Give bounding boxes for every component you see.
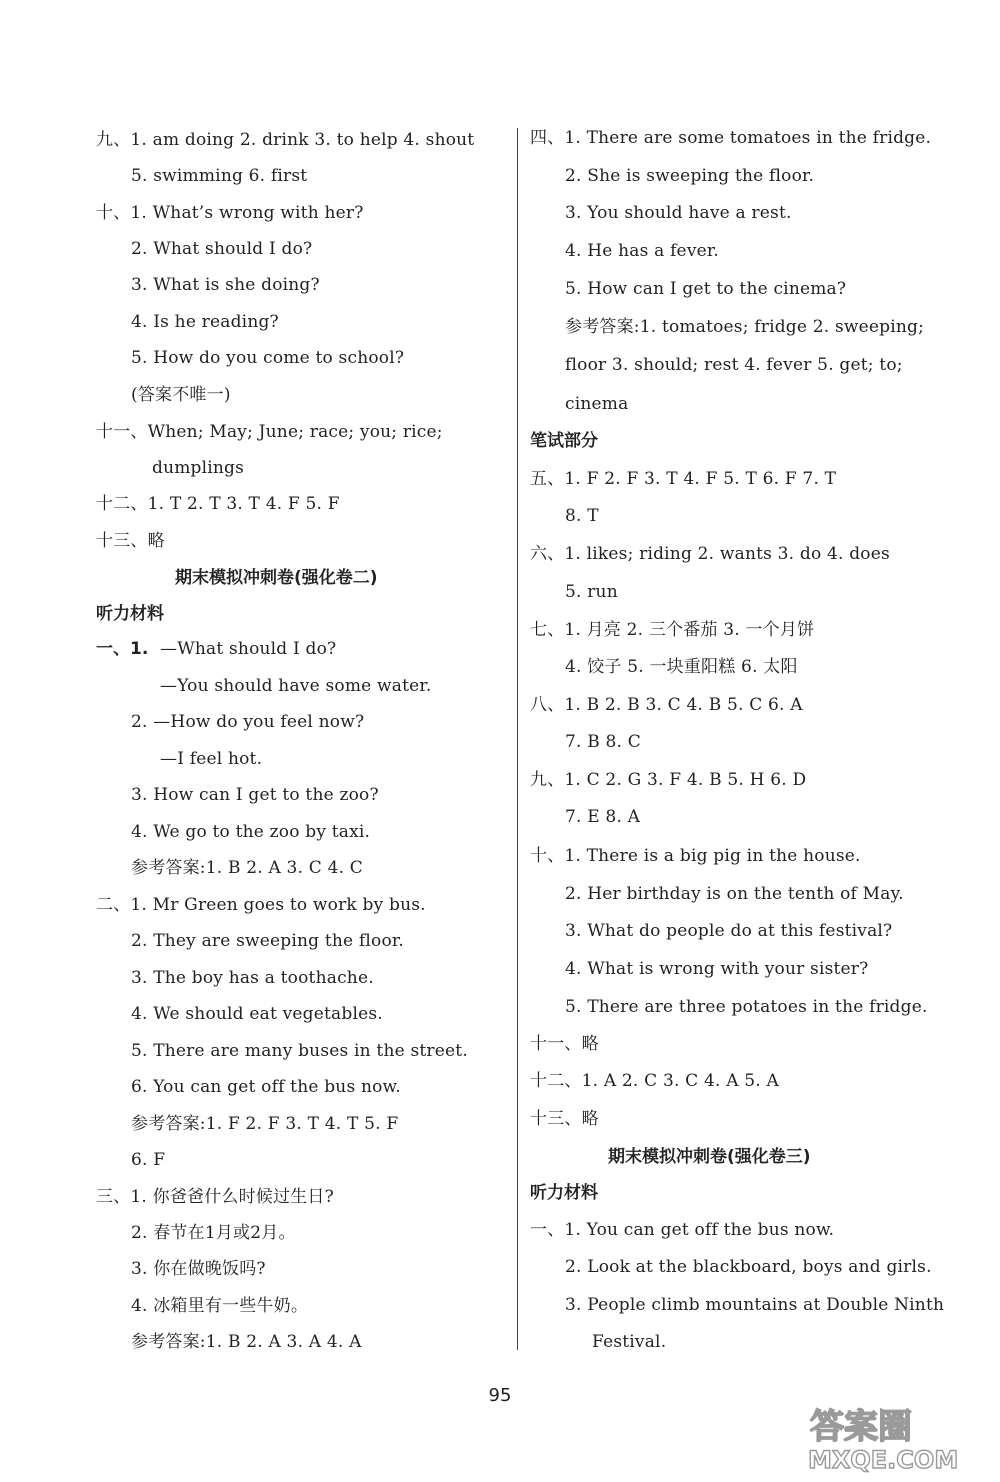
answer-line: 5. How can I get to the cinema?: [565, 279, 847, 299]
column-divider: [517, 128, 518, 1350]
answer-line: 八、1. B 2. B 3. C 4. B 5. C 6. A: [530, 695, 803, 715]
answer-line: floor 3. should; rest 4. fever 5. get; to;: [565, 355, 903, 375]
section-heading: 期末模拟冲刺卷(强化卷三): [608, 1147, 811, 1167]
answer-line: 二、1. Mr Green goes to work by bus.: [96, 895, 426, 915]
section-heading: 期末模拟冲刺卷(强化卷二): [175, 568, 378, 588]
answer-line: 六、1. likes; riding 2. wants 3. do 4. does: [530, 544, 890, 564]
answer-line: 十、1. What’s wrong with her?: [96, 203, 364, 223]
answer-line: 2. Her birthday is on the tenth of May.: [565, 884, 904, 904]
section-heading: 一、1.: [96, 639, 149, 659]
answer-line: 5. There are many buses in the street.: [131, 1041, 468, 1061]
answer-line: Festival.: [592, 1332, 667, 1352]
answer-line: 4. 饺子 5. 一块重阳糕 6. 太阳: [565, 657, 798, 677]
answer-line: 7. E 8. A: [565, 807, 641, 827]
answer-line: 3. The boy has a toothache.: [131, 968, 374, 988]
answer-line: 十一、略: [530, 1034, 599, 1054]
answer-line: 2. What should I do?: [131, 239, 313, 259]
answer-line: 十三、略: [96, 531, 165, 551]
answer-line: 十三、略: [530, 1109, 599, 1129]
watermark-logo: [800, 1400, 990, 1475]
answer-line: 2. 春节在1月或2月。: [131, 1223, 296, 1243]
answer-line: 七、1. 月亮 2. 三个番茄 3. 一个月饼: [530, 620, 815, 640]
answer-line: 4. Is he reading?: [131, 312, 279, 332]
section-heading: 听力材料: [96, 604, 164, 624]
answer-line: 一、1. You can get off the bus now.: [530, 1220, 835, 1240]
answer-line: 3. How can I get to the zoo?: [131, 785, 379, 805]
answer-line: 4. We go to the zoo by taxi.: [131, 822, 371, 842]
answer-line: 2. Look at the blackboard, boys and girls.: [565, 1257, 932, 1277]
answer-line: 2. —How do you feel now?: [131, 712, 365, 732]
answer-line: —What should I do?: [160, 639, 337, 659]
answer-line: 九、1. C 2. G 3. F 4. B 5. H 6. D: [530, 770, 807, 790]
watermark-logo-text: 答案圈: [810, 1407, 912, 1447]
answer-line: dumplings: [152, 458, 245, 478]
answer-line: 5. There are three potatoes in the fridge.: [565, 997, 928, 1017]
answer-line: 4. 冰箱里有一些牛奶。: [131, 1296, 309, 1316]
answer-line: 十一、When; May; June; race; you; rice;: [96, 422, 443, 442]
answer-line: 三、1. 你爸爸什么时候过生日?: [96, 1187, 334, 1207]
answer-line: 5. How do you come to school?: [131, 348, 405, 368]
answer-line: (答案不唯一): [131, 385, 231, 405]
answer-line: 3. 你在做晚饭吗?: [131, 1259, 266, 1279]
answer-line: 十二、1. A 2. C 3. C 4. A 5. A: [530, 1071, 779, 1091]
watermark-url-text: MXQE.COM: [808, 1446, 959, 1474]
answer-line: 十、1. There is a big pig in the house.: [530, 846, 861, 866]
page-number: 95: [488, 1385, 512, 1406]
section-heading: 听力材料: [530, 1183, 598, 1203]
answer-line: 5. swimming 6. first: [131, 166, 308, 186]
answer-line: 6. You can get off the bus now.: [131, 1077, 401, 1097]
answer-line: 3. What is she doing?: [131, 275, 320, 295]
answer-line: 6. F: [131, 1150, 166, 1170]
answer-line: 参考答案:1. B 2. A 3. C 4. C: [131, 858, 364, 878]
answer-line: —I feel hot.: [160, 749, 263, 769]
answer-line: 参考答案:1. F 2. F 3. T 4. T 5. F: [131, 1114, 399, 1134]
answer-line: 四、1. There are some tomatoes in the fridge.: [530, 128, 932, 148]
answer-line: 8. T: [565, 506, 599, 526]
answer-line: 九、1. am doing 2. drink 3. to help 4. shout: [96, 130, 475, 150]
answer-line: 4. What is wrong with your sister?: [565, 959, 869, 979]
answer-line: 2. She is sweeping the floor.: [565, 166, 815, 186]
answer-line: 3. People climb mountains at Double Ninth: [565, 1295, 945, 1315]
answer-line: —You should have some water.: [160, 676, 432, 696]
answer-line: 5. run: [565, 582, 618, 602]
section-heading: 笔试部分: [530, 431, 598, 451]
answer-line: cinema: [565, 394, 629, 414]
answer-line: 3. You should have a rest.: [565, 203, 792, 223]
answer-line: 十二、1. T 2. T 3. T 4. F 5. F: [96, 494, 340, 514]
answer-line: 4. We should eat vegetables.: [131, 1004, 383, 1024]
answer-line: 4. He has a fever.: [565, 241, 719, 261]
answer-line: 7. B 8. C: [565, 732, 641, 752]
answer-line: 五、1. F 2. F 3. T 4. F 5. T 6. F 7. T: [530, 469, 837, 489]
answer-line: 参考答案:1. tomatoes; fridge 2. sweeping;: [565, 317, 925, 337]
answer-line: 2. They are sweeping the floor.: [131, 931, 404, 951]
answer-line: 3. What do people do at this festival?: [565, 921, 893, 941]
answer-line: 参考答案:1. B 2. A 3. A 4. A: [131, 1332, 362, 1352]
